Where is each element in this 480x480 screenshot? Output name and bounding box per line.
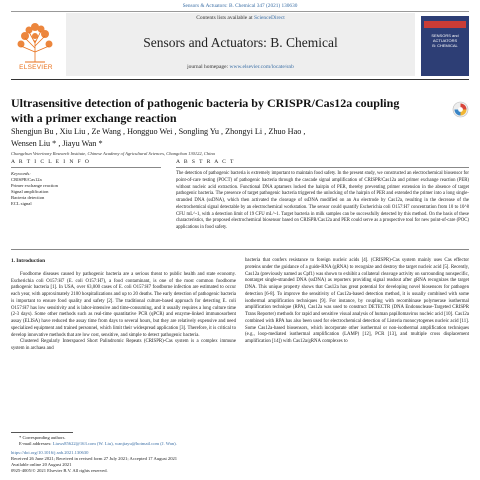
abstract-text: The detection of pathogenic bacteria is extremely important to maintain food safety. In the present study, we constructed an electrochemical biosensor for point-of-care testing (POCT) of pathogenic bacteria through the cascade signal amplification of CRISPR/Cas12a and primer exchange reaction (PER) without nucleic acid extraction. Functional DNA aptamers locked the hairpin of PER, thereby preventing primer extension in the absence of target pathogenic bacteria. The presence of target pathogenic bacteria triggered the unlocking of the hairpin of PER and extended the primer into a long single-stranded DNA (ssDNA), which then activated the cleavage of ssDNA modified on an Au electrode by Cas12a, resulting in the decrease of the electrochemical signal detectable by an electrochemical workstation. The sensor could quantify Escherichia coli O157:H7 concentration from 10 to 10^8 CFU mL^-1, with a detection limit of 19 CFU mL^-1. Target bacteria in milk samples can be successfully detected by this method. On the basis of these characteristics, the proposed electrochemical biosensor based on CRISPR/Cas12a and PER could serve as a prospective tool for new point-of-care (POC) applications in food safety. [176, 171, 469, 230]
keyword-list [11, 177, 161, 207]
journal-title: Sensors and Actuators: B. Chemical [143, 35, 338, 50]
header-top-rule [11, 11, 469, 12]
cover-accent-band [424, 21, 466, 28]
article-title [11, 96, 411, 125]
article-info-label: A R T I C L E I N F O [11, 159, 91, 165]
elsevier-tree-logo [11, 18, 59, 66]
authors-line-2[interactable]: Wensen Liu * , Jiayu Wan * [11, 138, 103, 148]
cover-badge: SENSORS and ACTUATORS [431, 33, 459, 43]
article-title-line-1: Ultrasensitive detection of pathogenic bacteria by CRISPR/Cas12a coupling [11, 96, 400, 110]
footnote-rule [11, 432, 73, 433]
body-left-column [11, 258, 236, 353]
keyword-item: Primer exchange reaction [11, 183, 58, 188]
keywords-title: Keywords: [11, 171, 31, 176]
header-bottom-rule [11, 79, 469, 80]
body-paragraph: Foodborne diseases caused by pathogenic bacteria are a serious threat to public health and state economy. Escherichia coli O157:H7 (E. coli O157:H7), a food contaminant, is one of the most common foodborne pathogenic bacteria [1]. In USA, over 63,000 cases of E. coli O157:H7 foodborne infection are estimated to occur each year, with approximately 2100 hospitalizations and up to 20 deaths. The early detection of pathogenic bacteria is important to ensure food quality and safety [2]. The traditional culture-based approach for detecting E. coli O157:H7 has low sensitivity and is labor-intensive and time-consuming, and it usually requires a long culture time (2-3 days). Some other methods such as real-time quantitative PCR (qPCR) and enzyme-linked immunosorbent assay (ELISA) have reduced the assay time from days to several hours, but they are relatively expensive and need specialized equipment and trained personnel, which limit their widespread application [3]. Therefore, it is critical to develop innovative methods that are low cost, sensitive, and simple to detect pathogenic bacteria. [11, 271, 236, 338]
keyword-item: CRISPR/Cas12a [11, 177, 42, 182]
body-paragraph: Clustered Regularly Interspaced Short Palindromic Repeats (CRISPR)-Cas system is a complex immune system in archaea and [11, 339, 236, 351]
email-addresses[interactable]: Liuws85622@163.com (W. Liu), wanjiayu@hotmail.com (J. Wan). [52, 441, 177, 446]
homepage-prefix: journal homepage: [187, 64, 230, 70]
corresponding-author-note: * Corresponding authors. [19, 435, 66, 440]
received-dates: Received 26 June 2021; Received in revised form 27 July 2021; Accepted 17 August 2021 [11, 456, 178, 461]
publisher-name: ELSEVIER [19, 64, 53, 71]
sciencedirect-link[interactable]: ScienceDirect [253, 15, 285, 21]
affiliation: Changchun Veterinary Research Institute, Chinese Academy of Agricultural Sciences, Changchun 130122, China [11, 151, 215, 156]
footnotes [11, 435, 311, 474]
author-list [11, 126, 471, 149]
available-online: Available online 20 August 2021 [11, 462, 72, 467]
keyword-item: Bacteria detection [11, 195, 45, 200]
contents-prefix: Contents lists available at [196, 15, 254, 21]
check-for-updates-icon[interactable] [452, 101, 469, 118]
journal-citation: Sensors & Actuators: B. Chemical 347 (2021) 130630 [182, 3, 298, 9]
authors-line-1[interactable]: Shengjun Bu , Xiu Liu , Ze Wang , Hongguo Wei , Songling Yu , Zhongyi Li , Zhuo Hao , [11, 127, 306, 136]
section-heading-introduction: 1. Introduction [11, 258, 46, 264]
cover-sub: B: CHEMICAL [432, 43, 458, 48]
abstract-rule [176, 167, 469, 168]
keyword-item: Signal amplification [11, 189, 49, 194]
keyword-item: ECL signal [11, 201, 32, 206]
cover-text [421, 33, 469, 48]
homepage-line [66, 64, 415, 70]
abstract-bottom-rule [11, 249, 469, 250]
journal-homepage-link[interactable]: www.elsevier.com/locate/snb [229, 64, 294, 70]
abstract-label: A B S T R A C T [176, 159, 235, 165]
article-title-line-2: with a primer exchange reaction [11, 110, 177, 125]
email-prefix: E-mail addresses: [19, 441, 53, 446]
doi-link[interactable]: https://doi.org/10.1016/j.snb.2021.130630 [11, 450, 89, 455]
article-info-rule [11, 167, 161, 168]
body-right-column [245, 258, 469, 346]
copyright-line: 0925-4005/© 2021 Elsevier B.V. All rights reserved. [11, 468, 108, 473]
contents-line [66, 15, 415, 21]
body-paragraph: bacteria that confers resistance to foreign nucleic acids [4]. (CRISPR)-Cas system mainly uses Cas effector proteins under the guidance of a guide-RNA (gRNA) to recognize and destroy the target nucleic acid [5]. Recently, Cas12a (previously named as Cpf1) was shown to exhibit a collateral cleavage activity on surrounding nonspecific, nontarget single-stranded DNA (ssDNA) as reporters providing signal readout after gRNA recognizes the target DNA. This unique property shows that Cas12a has great potential for developing novel biosensors for pathogen detection [6-8]. To improve the sensitivity of Cas12a-based detection method, it is usually combined with some isothermal amplification techniques [9]. For instance, by coupling with recombinase polymerase isothermal amplification technique (RPA), Cas12a was used to construct DETECTR (DNA Endonuclease-Targeted CRISPR Trans Reporter) methods for rapid and sensitive visual analysis of human papillomavirus nucleic acid [10]. Cas12a combined with RPA has also been used for electrochemical detection of Listeria monocytogenes nucleic acid [11]. Some Cas12a-based biosensors, which incorporate other isothermal or non-isothermal amplification techniques (e.g., loop-mediated isothermal amplification (LAMP) [12], PCR [13], and multiple cross displacement amplification [14]) with Cas12a/gRNA complexes to [245, 258, 469, 344]
